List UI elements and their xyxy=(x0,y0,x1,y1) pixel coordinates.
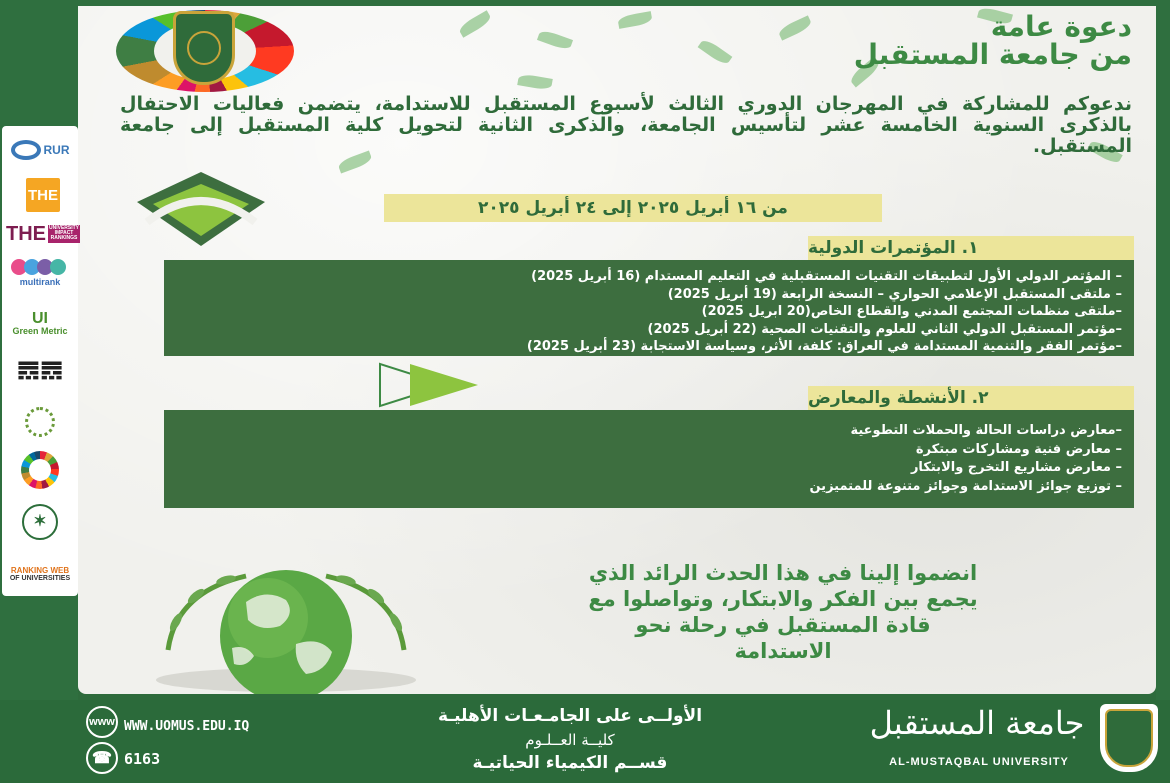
list-item: –معارض دراسات الحالة والحملات التطوعية xyxy=(850,423,1122,438)
footer-tagline: الأولــى على الجامـعـات الأهليـة xyxy=(437,706,703,726)
pillars-logo-icon: 𝌋𝌋 xyxy=(16,355,64,385)
leaf-decoration xyxy=(537,29,573,52)
university-logo-arabic: جامعة المستقبل xyxy=(869,704,1085,742)
list-item: –مؤتمر الفقر والتنمية المستدامة في العراق: كلفة، الأثر، وسياسة الاستجابة (23 أبريل 2025) xyxy=(526,339,1122,354)
wreath-logo-icon xyxy=(6,402,74,442)
list-item: – توزيع جوائز الاستدامة وجوائز متنوعة للمتميزين xyxy=(809,478,1122,494)
list-item: – المؤتمر الدولي الأول لتطبيقات التقنيات المستقبلية في التعليم المستدام (16 أبريل 2025) xyxy=(531,269,1122,284)
activities-list xyxy=(164,410,1134,508)
list-item: – معارض فنية ومشاركات مبتكرة xyxy=(915,441,1122,457)
closing-line: يجمع بين الفكر والابتكار، وتواصلوا مع xyxy=(588,587,978,611)
ui-greenmetric-icon: UI Green Metric xyxy=(12,309,68,336)
the-logo-icon: THE xyxy=(26,178,60,212)
conferences-list xyxy=(164,260,1134,356)
decorative-triangles-icon xyxy=(376,362,480,408)
list-item: – معارض مشاريع التخرج والابتكار xyxy=(910,460,1122,475)
ranking-logos-panel xyxy=(2,126,78,596)
closing-message xyxy=(440,560,1126,664)
decorative-green-shape-icon xyxy=(137,170,265,246)
leaf-decoration xyxy=(517,73,553,91)
list-item: –ملتقى منظمات المجتمع المدني والقطاع الخاص(20 ابريل 2025) xyxy=(701,304,1122,319)
footer-college: كليــة العــلـوم xyxy=(525,731,615,749)
phone-icon: ☎ xyxy=(86,742,118,774)
closing-line: الاستدامة xyxy=(734,639,832,663)
rur-logo-icon: RUR xyxy=(6,136,74,164)
the-impact-rankings-icon: THE UNIVERSITY IMPACT RANKINGS xyxy=(6,223,80,245)
university-logo-english: AL-MUSTAQBAL UNIVERSITY xyxy=(889,756,1069,768)
date-range-banner: من ١٦ أبريل ٢٠٢٥ إلى ٢٤ أبريل ٢٠٢٥ xyxy=(384,194,882,222)
university-seal-footer-icon xyxy=(1100,704,1158,772)
right-frame xyxy=(1156,0,1170,700)
closing-line: انضموا إلينا في هذا الحدث الرائد الذي xyxy=(588,561,978,585)
phone-number[interactable]: 6163 xyxy=(124,750,161,768)
sdg-wheel-icon xyxy=(6,450,74,490)
green-globe-image xyxy=(136,552,436,694)
www-icon: www xyxy=(86,706,118,738)
section-title-conferences: ١. المؤتمرات الدولية xyxy=(808,236,1134,260)
leaf-decoration xyxy=(777,15,813,40)
webometrics-icon: RANKING WEB OF UNIVERSITIES xyxy=(9,565,71,582)
leaf-decoration xyxy=(457,10,492,37)
section-title-activities: ٢. الأنشطة والمعارض xyxy=(808,386,1134,410)
invitation-paragraph: ندعوكم للمشاركة في المهرجان الدوري الثالث لأسبوع المستقبل للاستدامة، يتضمن فعاليات الاحتفال بالذكرى السنوية الخامسة عشر لتأسيس الجامعة، والذكرى الثانية لتحويل كلية المستقبل إلى جامعة المستقبل. xyxy=(120,93,1132,157)
heading-line-1: دعوة عامة xyxy=(990,10,1132,43)
website-link[interactable]: WWW.UOMUS.EDU.IQ xyxy=(124,719,250,734)
leaf-decoration xyxy=(698,37,733,66)
federation-arab-engineers-icon: ✶ xyxy=(6,498,74,546)
multirank-logo-icon: multirank xyxy=(6,254,74,292)
list-item: –مؤتمر المستقبل الدولي الثاني للعلوم والتقنيات الصحية (22 أبريل 2025) xyxy=(647,321,1122,337)
heading-line-2: من جامعة المستقبل xyxy=(853,38,1132,71)
list-item: – ملتقى المستقبل الإعلامي الحواري – النسخة الرابعة (19 أبريل 2025) xyxy=(667,286,1122,302)
university-seal-icon xyxy=(156,4,252,92)
footer-department: قســم الكيمياء الحياتيـة xyxy=(472,753,668,773)
leaf-decoration xyxy=(617,11,653,29)
closing-line: قادة المستقبل في رحلة نحو xyxy=(635,613,931,637)
